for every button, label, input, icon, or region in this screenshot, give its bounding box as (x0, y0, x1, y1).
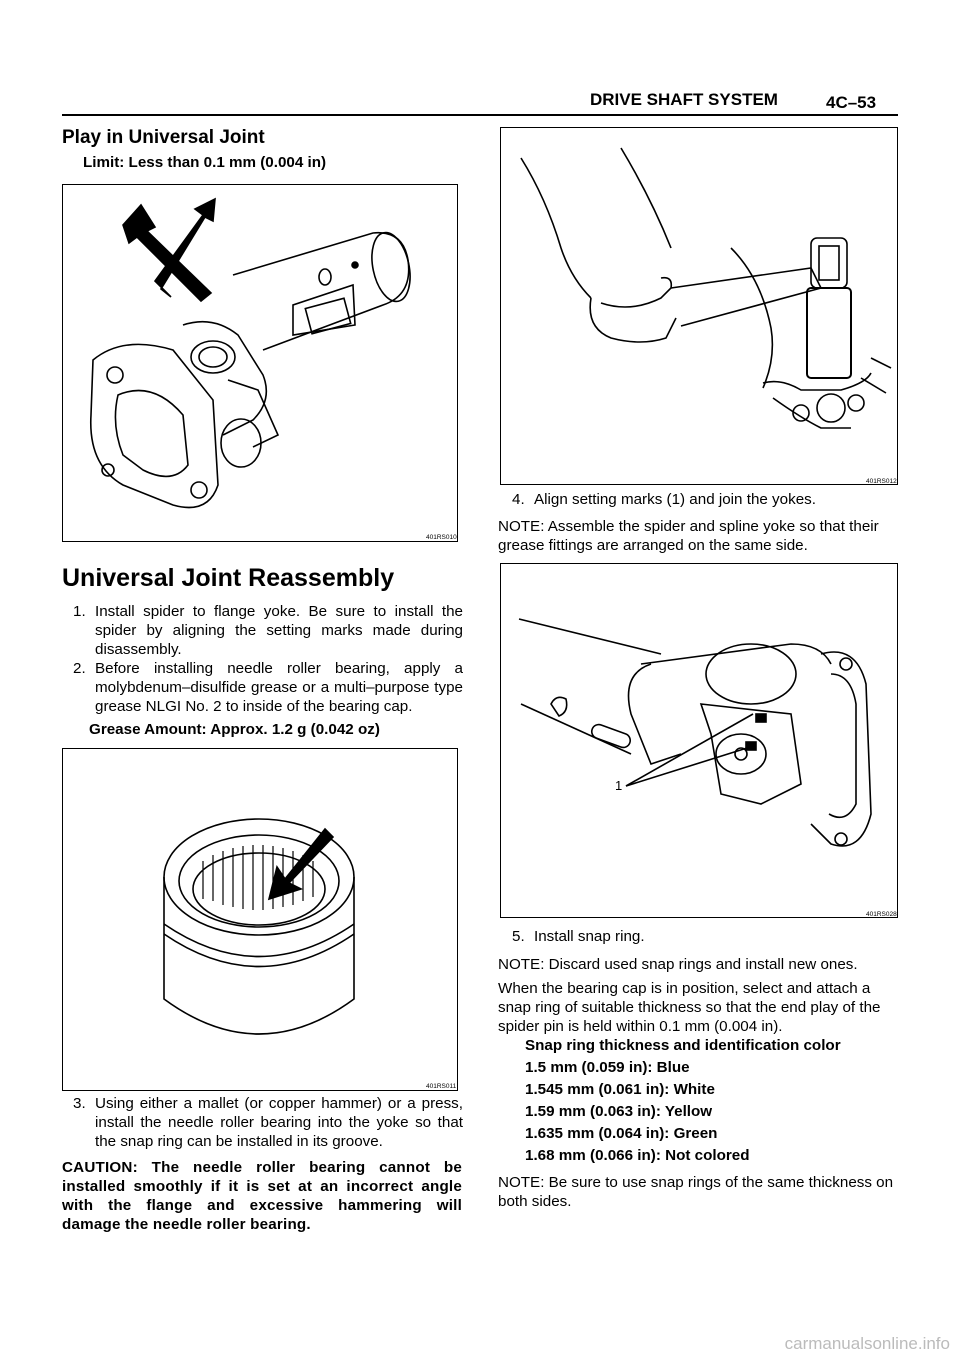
spec-item: 1.545 mm (0.061 in): White (525, 1081, 715, 1098)
universal-joint-illustration (63, 185, 457, 541)
needle-bearing-illustration (63, 749, 457, 1090)
page-number: 4C–53 (826, 93, 877, 112)
play-title: Play in Universal Joint (62, 127, 265, 148)
figure-setting-marks (500, 563, 898, 918)
spec-item: 1.5 mm (0.059 in): Blue (525, 1059, 690, 1076)
hammer-install-illustration (501, 128, 897, 484)
figure-needle-bearing (62, 748, 458, 1091)
spec-title: Snap ring thickness and identification color (525, 1037, 841, 1054)
figure-id-2: 401RS011 (426, 1083, 457, 1090)
figure-id-3: 401RS012 (866, 478, 897, 485)
snap-ring-paragraph: When the bearing cap is in position, select and attach a snap ring of suitable thickness so that the end play of the spider pin is held within 0.1 mm (0.004 in). (498, 980, 881, 1035)
step-5 (512, 927, 896, 947)
note-1: NOTE: Assemble the spider and spline yoke so that their grease fittings are arranged on the same side. (498, 518, 879, 554)
spec-item: 1.59 mm (0.063 in): Yellow (525, 1103, 713, 1120)
spec-item: 1.68 mm (0.066 in): Not colored (525, 1147, 750, 1164)
play-limit: Limit: Less than 0.1 mm (0.004 in) (83, 154, 327, 171)
note-3: NOTE: Be sure to use snap rings of the same thickness on both sides. (498, 1174, 894, 1210)
step-number: 2. (73, 660, 86, 677)
note-2: NOTE: Discard used snap rings and install new ones. (498, 956, 858, 973)
step-number: 1. (73, 603, 86, 620)
watermark: carmanualsonline.info (784, 1334, 950, 1353)
grease-amount: Grease Amount: Approx. 1.2 g (0.042 oz) (89, 721, 380, 738)
step-number: 3. (73, 1095, 86, 1112)
step-number: 4. (512, 491, 525, 508)
reassembly-title: Universal Joint Reassembly (62, 564, 395, 592)
header-rule (62, 114, 898, 116)
step-text: Using either a mallet (or copper hammer) or a press, install the needle roller bearing into the yoke so that the snap ring can be installed in its groove. (95, 1095, 463, 1150)
step-3 (73, 1094, 463, 1151)
step-number: 5. (512, 928, 525, 945)
step-1 (73, 602, 463, 659)
spec-item: 1.635 mm (0.064 in): Green (525, 1125, 718, 1142)
setting-marks-illustration (501, 564, 897, 917)
figure-play-check (62, 184, 458, 542)
callout-1: 1 (615, 778, 623, 793)
figure-id-4: 401RS028 (866, 911, 897, 918)
section-title: DRIVE SHAFT SYSTEM (590, 90, 778, 109)
step-text: Align setting marks (1) and join the yokes. (534, 491, 816, 508)
step-text: Install spider to flange yoke. Be sure to install the spider by aligning the setting marks made during disassembly. (95, 603, 463, 658)
step-text: Before installing needle roller bearing, apply a molybdenum–disulfide grease or a multi–purpose type grease NLGI No. 2 to inside of the bearing cap. (95, 660, 463, 715)
step-2 (73, 659, 463, 716)
figure-hammer (500, 127, 898, 485)
caution-text: CAUTION: The needle roller bearing cannot be installed smoothly if it is set at an incorrect angle with the flange and excessive hammering will damage the needle roller bearing. (62, 1159, 462, 1233)
figure-id-1: 401RS010 (426, 534, 457, 541)
step-text: Install snap ring. (534, 928, 645, 945)
step-4 (512, 490, 896, 510)
